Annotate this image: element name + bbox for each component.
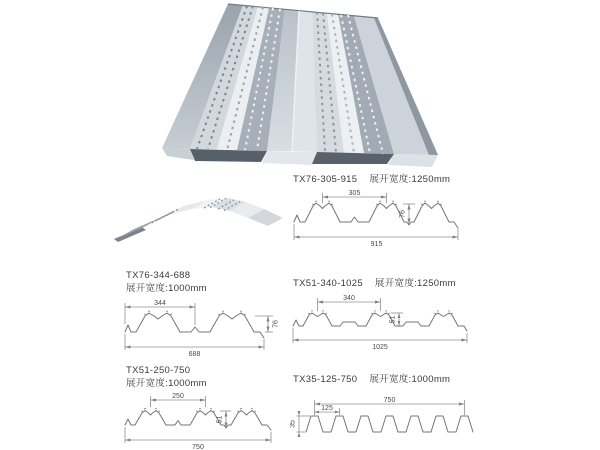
- detail-profile-photo: [108, 182, 283, 252]
- diagram4-dim-height-label: 51: [216, 415, 224, 424]
- diagram3-dim-bottom: [293, 328, 467, 351]
- diagram3-profile: [293, 313, 467, 331]
- diagram5-dim-pitch: [315, 405, 340, 415]
- diagram4-dim-top-label: 250: [172, 393, 184, 400]
- diagram3-unfold-width: 展开宽度:1250mm: [374, 278, 456, 289]
- diagram1-dim-height-label: 76: [399, 210, 407, 218]
- diagram4-dim-top: [151, 393, 206, 407]
- diagram1-model: TX76-305-915: [293, 174, 358, 185]
- deck-front-notch1: [190, 149, 267, 162]
- diagram2-dim-bottom-label: 688: [188, 351, 201, 358]
- diagram4-profile: [125, 411, 271, 431]
- deck-front-right-face: [388, 154, 438, 167]
- deck-front-pan-face: [262, 151, 317, 165]
- diagram5-unfold-width: 展开宽度:1000mm: [369, 374, 451, 385]
- diagram2-dim-top: [125, 300, 195, 325]
- diagram3-dim-height: [390, 313, 404, 326]
- diagram1-emboss-dots: [312, 201, 441, 205]
- diagram4-dim-bottom: [125, 427, 271, 450]
- diagram3-model: TX51-340-1025: [293, 278, 363, 289]
- diagram2-title: [126, 270, 207, 295]
- diagram1-dim-bottom: [294, 224, 458, 248]
- diagram3-title: [293, 275, 456, 289]
- detail-channel-dark: [114, 227, 146, 242]
- diagram1-dim-top-label: 305: [348, 190, 361, 197]
- diagram2-model: TX76-344-688: [126, 270, 191, 281]
- diagram5-drawing: [290, 396, 485, 446]
- diagram4-model: TX51-250-750: [126, 365, 191, 376]
- diagram2-profile: [125, 313, 264, 338]
- diagram2-dim-height: [255, 316, 280, 332]
- diagram3-dim-top-label: 340: [343, 295, 355, 302]
- main-deck-photo: [95, 0, 505, 168]
- diagram1-profile: [294, 203, 458, 228]
- diagram2-dim-bottom: [125, 334, 264, 358]
- diagram2-drawing: [121, 298, 286, 360]
- diagram3-dim-bottom-label: 1025: [372, 344, 388, 351]
- diagram1-dim-height: [400, 204, 416, 224]
- diagram2-unfold-width: 展开宽度:1000mm: [126, 282, 207, 294]
- diagram4-title: [126, 365, 207, 390]
- diagram2-dim-top-label: 344: [154, 300, 166, 307]
- diagram1-title: [293, 171, 450, 185]
- diagram1-drawing: [290, 188, 485, 254]
- deck-front-left-foot: [162, 148, 194, 160]
- diagram5-title: [293, 371, 450, 385]
- diagram2-dim-height-label: 76: [272, 320, 280, 328]
- diagram3-dim-top: [318, 295, 381, 311]
- diagram5-dim-pitch-label: 125: [321, 405, 333, 412]
- diagram4-unfold-width: 展开宽度:1000mm: [126, 377, 207, 389]
- diagram5-model: TX35-125-750: [293, 374, 358, 385]
- diagram3-drawing: [290, 293, 485, 353]
- diagram5-dim-overall-label: 750: [383, 397, 396, 404]
- diagram3-dim-height-label: 51: [389, 315, 397, 324]
- diagram1-dim-top: [323, 190, 387, 203]
- diagram4-dim-bottom-label: 750: [192, 444, 204, 450]
- deck-front-notch2: [312, 152, 394, 164]
- diagram5-profile: [306, 416, 473, 432]
- diagram1-dim-bottom-label: 915: [370, 241, 383, 248]
- diagram4-drawing: [121, 392, 293, 450]
- diagram1-unfold-width: 展开宽度:1250mm: [369, 174, 451, 185]
- diagram5-dim-height-label: 35: [290, 420, 297, 428]
